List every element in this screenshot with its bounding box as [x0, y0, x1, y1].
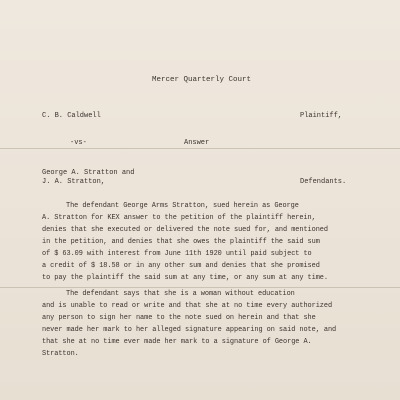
- document-type-label: Answer: [184, 139, 210, 147]
- paragraph-2-line: that she at no time ever made her mark to a signature of George A.: [42, 338, 312, 346]
- paragraph-2-line: never made her mark to her alleged signature appearing on said note, and: [42, 326, 337, 334]
- versus-label: -vs-: [70, 139, 87, 147]
- paragraph-2-line: Stratton.: [42, 350, 79, 358]
- paragraph-1-line: of $ 63.09 with interest from June 11th 1920 until paid subject to: [42, 250, 312, 258]
- paragraph-2-line: and is unable to read or write and that she at no time every authorized: [42, 302, 333, 310]
- plaintiff-name: C. B. Caldwell: [42, 112, 101, 120]
- defendant-name-line-1: George A. Stratton and: [42, 169, 135, 177]
- paragraph-2-line: any person to sign her name to the note sued on herein and that she: [42, 314, 316, 322]
- defendant-name-line-2: J. A. Stratton,: [42, 178, 106, 186]
- paragraph-1-line: The defendant George Arms Stratton, sued herein as George: [66, 202, 299, 210]
- defendant-label: Defendants.: [300, 178, 347, 186]
- plaintiff-label: Plaintiff,: [300, 112, 343, 120]
- paragraph-1-line: denies that she executed or delivered the note sued for, and mentioned: [42, 226, 328, 234]
- paragraph-1-line: a credit of $ 18.58 or in any other sum and denies that she promised: [42, 262, 320, 270]
- paper-fold-line: [0, 287, 400, 288]
- paragraph-2-line: The defendant says that she is a woman without education: [66, 290, 295, 298]
- paragraph-1-line: to pay the plaintiff the said sum at any time, or any sum at any time.: [42, 274, 328, 282]
- paragraph-1-line: A. Stratton for KEX answer to the petition of the plaintiff herein,: [42, 214, 316, 222]
- court-heading: Mercer Quarterly Court: [152, 76, 252, 84]
- paragraph-1-line: in the petition, and denies that she owes the plaintiff the said sum: [42, 238, 320, 246]
- paper-fold-line: [0, 148, 400, 149]
